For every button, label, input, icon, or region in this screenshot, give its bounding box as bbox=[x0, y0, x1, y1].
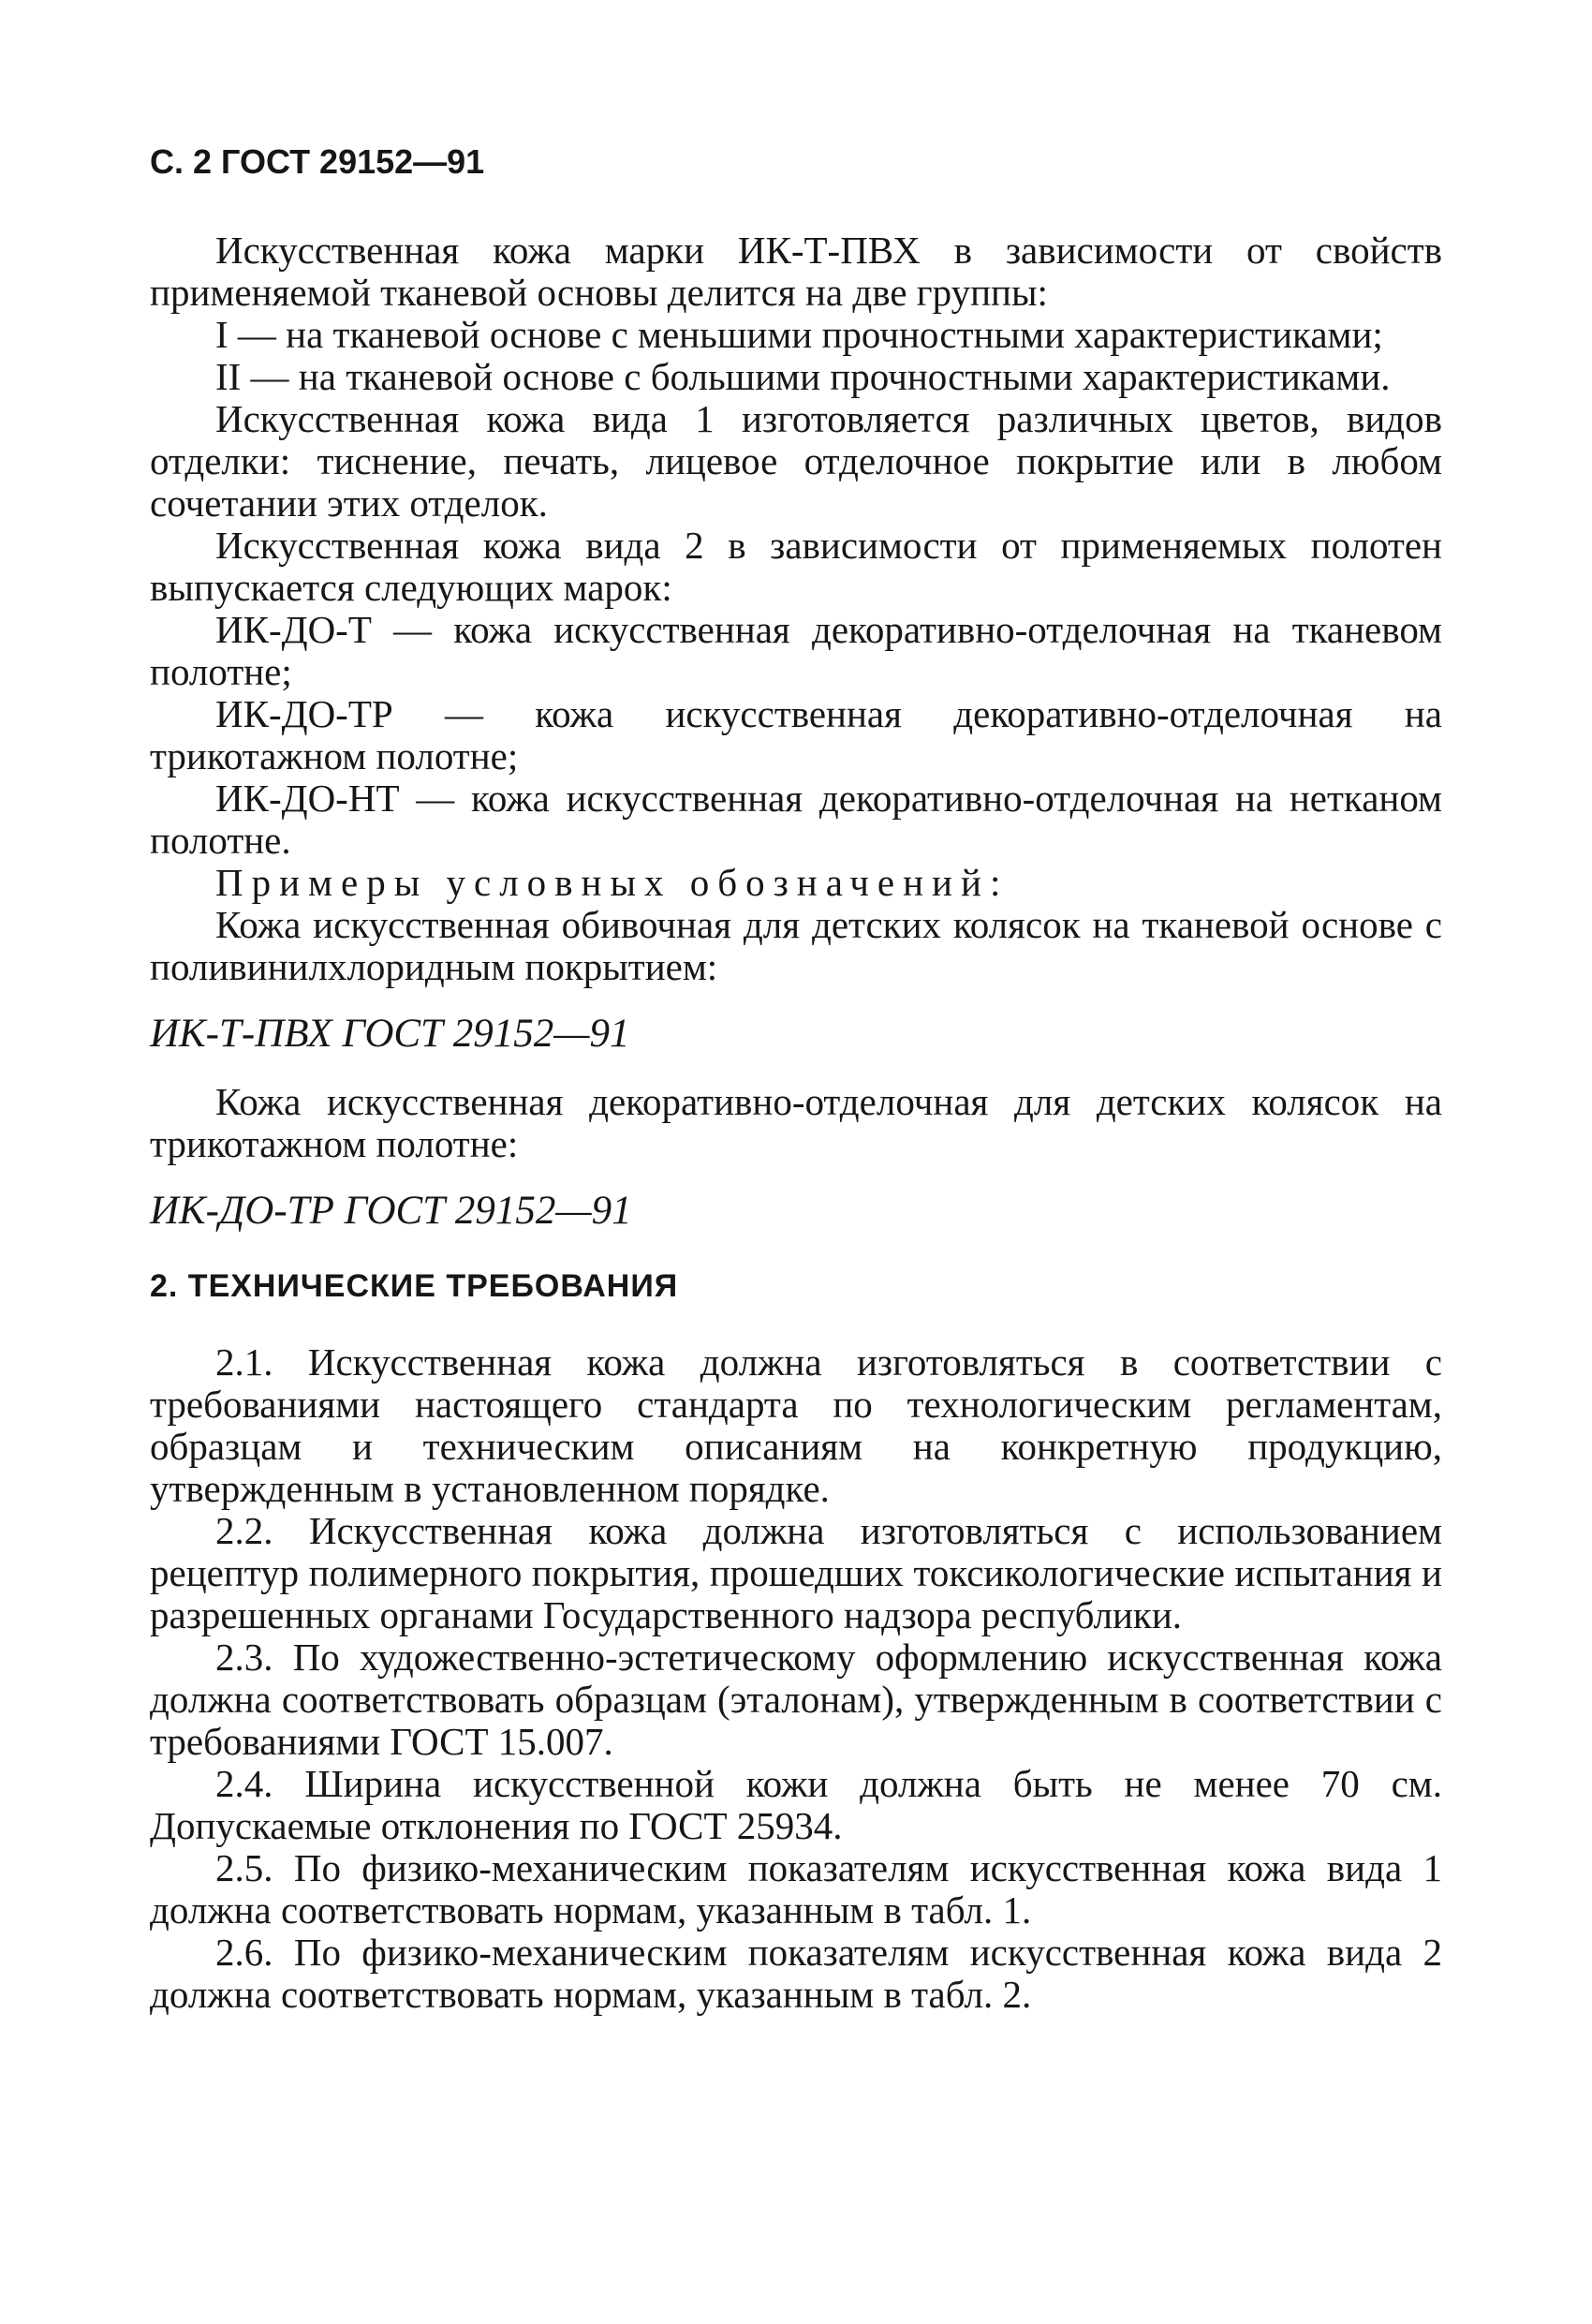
clause: 2.5. По физико-механическим показателям искусственная кожа вида 1 должна соответствовать нормам, указанным в табл. 1. bbox=[150, 1846, 1442, 1932]
designation-example: ИК-ДО-ТР ГОСТ 29152—91 bbox=[150, 1189, 632, 1233]
paragraph: Искусственная кожа вида 1 изготовляется различных цветов, видов отделки: тиснение, печать, лицевое отделочное покрытие или в любом сочетании этих отделок. bbox=[150, 397, 1442, 525]
examples-heading: Примеры условных обозначений: bbox=[215, 861, 1010, 904]
clause: 2.1. Искусственная кожа должна изготовляться в соответствии с требованиями настоящего стандарта по технологическим регламентам, образцам и техническим описаниям на конкретную продукцию, утвержденным в установленном порядке. bbox=[150, 1340, 1442, 1510]
clause: 2.6. По физико-механическим показателям искусственная кожа вида 2 должна соответствовать нормам, указанным в табл. 2. bbox=[150, 1931, 1442, 2016]
paragraph: ИК-ДО-НТ — кожа искусственная декоративно-отделочная на нетканом полотне. bbox=[150, 777, 1442, 862]
paragraph: Искусственная кожа вида 2 в зависимости от применяемых полотен выпускается следующих марок: bbox=[150, 524, 1442, 609]
clause: 2.4. Ширина искусственной кожи должна быть не менее 70 см. Допускаемые отклонения по ГОСТ 25934. bbox=[150, 1762, 1442, 1847]
paragraph: Кожа искусственная обивочная для детских колясок на тканевой основе с поливинилхлоридным покрытием: bbox=[150, 903, 1442, 988]
paragraph: Кожа искусственная декоративно-отделочная для детских колясок на трикотажном полотне: bbox=[150, 1080, 1442, 1165]
designation-example: ИК-Т-ПВХ ГОСТ 29152—91 bbox=[150, 1012, 630, 1056]
paragraph: ИК-ДО-ТР — кожа искусственная декоративно-отделочная на трикотажном полотне; bbox=[150, 692, 1442, 777]
page-header: С. 2 ГОСТ 29152—91 bbox=[150, 142, 485, 181]
document-body bbox=[150, 229, 1442, 2016]
clause: 2.2. Искусственная кожа должна изготовляться с использованием рецептур полимерного покрытия, прошедших токсикологические испытания и разрешенных органами Государственного надзора республики. bbox=[150, 1509, 1442, 1636]
paragraph: ИК-ДО-Т — кожа искусственная декоративно-отделочная на тканевом полотне; bbox=[150, 608, 1442, 693]
paragraph: Искусственная кожа марки ИК-Т-ПВХ в зависимости от свойств применяемой тканевой основы делится на две группы: bbox=[150, 229, 1442, 314]
paragraph: I — на тканевой основе с меньшими прочностными характеристиками; bbox=[215, 313, 1383, 356]
paragraph: II — на тканевой основе с большими прочностными характеристиками. bbox=[215, 355, 1391, 398]
clause: 2.3. По художественно-эстетическому оформлению искусственная кожа должна соответствовать образцам (эталонам), утвержденным в соответствии с требованиями ГОСТ 15.007. bbox=[150, 1636, 1442, 1763]
section-title: 2. ТЕХНИЧЕСКИЕ ТРЕБОВАНИЯ bbox=[150, 1268, 679, 1304]
